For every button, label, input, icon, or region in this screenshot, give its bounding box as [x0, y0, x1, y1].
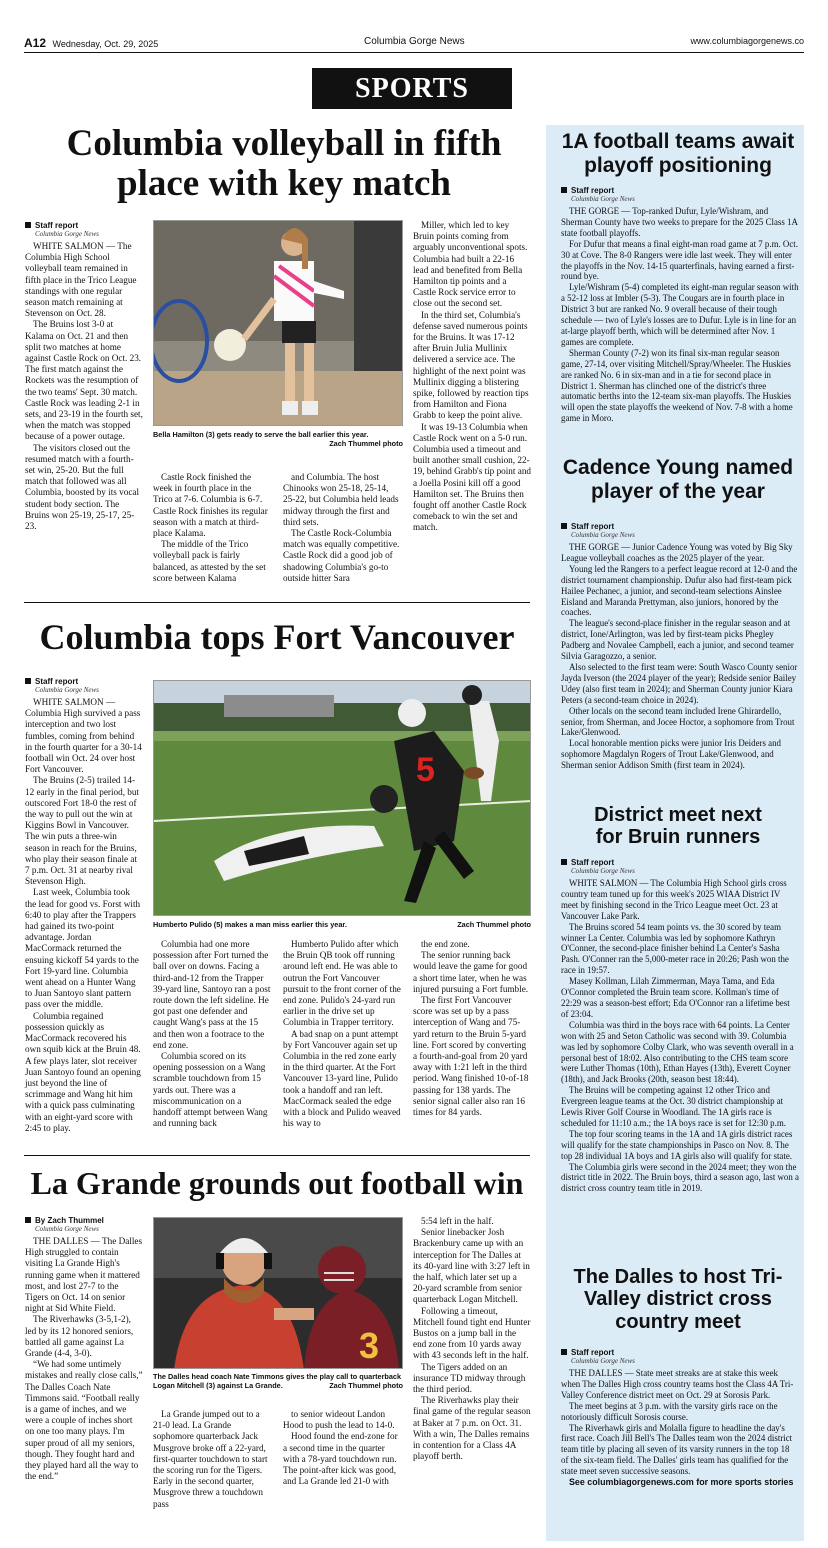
- story3-p10: The Tigers added on an insurance TD midway through the third period.: [413, 1361, 526, 1395]
- story3-col4: [413, 1216, 531, 1462]
- story1-p7: The Castle Rock-Columbia match was equally competitive. Castle Rock did a good job of shadowing Columbia's go-to outside hitter Sara: [283, 528, 400, 583]
- story2-col1: [25, 677, 143, 1134]
- brief1-org: Columbia Gorge News: [571, 195, 635, 203]
- story2-p2: The Bruins (2-5) trailed 14-12 early in the final period, but outscored Fort 18-0 the rest of the way to pull out the win at Kiggins Bowl in Vancouver. The win puts a three-win season in reach for the Bruins, who play their season finale at 7 p.m. Oct. 31 at nearby rival Stevenson High.: [25, 775, 140, 887]
- story1-p2: The Bruins lost 3-0 at Kalama on Oct. 21 and then split two matches at home against Castle Rock on Oct. 23. The first match against the Rockets was the resumption of the two teams' Sept. 30 match. Castle Rock was leading 2-1 in sets, and 23-19 in the fourth set, when the match was stopped because of a power outage.: [25, 319, 143, 442]
- story3-caption: The Dalles head coach Nate Timmons gives the play call to quarterback Logan Mitchell (3) against La Grande.: [153, 1372, 402, 1390]
- brief1-p4: Sherman County (7-2) won its final six-man regular season game, 27-14, over visiting Mitchell/Spray/Wheeler. The Huskies are ranked No. 6 in six-man and in a tie for second place in District 1. Sherman has clinched one of the district's three automatic berths into the 12-team six-man playoffs. The Huskies will open the state playoffs the weekend of Nov. 7-8 with a home game in Moro.: [561, 347, 793, 424]
- story2-p8: A bad snap on a punt attempt by Fort Vancouver again set up Columbia in the red zone early in the third quarter. At the Fort Vancouver 13-yard line, Pulido took a handoff and ran left. MacCormack sealed the edge with a block and Pulido weaved his way to: [283, 1028, 401, 1129]
- story2-photo: [153, 680, 531, 916]
- story1-col2: [153, 472, 271, 584]
- story1-org: Columbia Gorge News: [35, 230, 99, 238]
- folio-rule: [24, 52, 804, 53]
- story1-col1: [25, 221, 143, 532]
- story3-p8: Senior linebacker Josh Brackenbury came up with an interception for The Dalles at its 40-yard line with 3:27 left in the half, which later set up a 20-yard scramble from senior quarterback Logan Mitchell.: [413, 1227, 530, 1305]
- byline-marker: [25, 678, 31, 684]
- brief2-p4: Also selected to the first team were: South Wasco County senior Jayda Iverson (the 2024 player of the year); Redside senior Bailey Udey (also first team in 2024); and Sherman County junior Kiara Peters (a second-team choice in 2024).: [561, 661, 798, 705]
- story2-col2: [153, 939, 271, 1129]
- story1-p5: The middle of the Trico volleyball pack is fairly balanced, as attested by the set score between Kalama: [153, 539, 266, 583]
- story3-p1: THE DALLES — The Dalles High struggled to contain visiting La Grande High's running game when it mattered most, and lost 27-7 to the Tigers on Oct. 14 on senior night at Sid White Field.: [25, 1236, 143, 1314]
- story3-col3: [283, 1409, 401, 1487]
- story2-org: Columbia Gorge News: [35, 686, 99, 694]
- story3-p2: The Riverhawks (3-5,1-2), led by its 12 honored seniors, battled all game against La Grande (4-4, 3-0).: [25, 1314, 134, 1359]
- brief3-p2: The Bruins scored 54 team points vs. the 30 scored by team winner La Center. Columbia was led by sophomore Kathryn O'Conner, the second-place finisher behind La Center's Sasha Pash. O'Conner ran the 5,000-meter race in 20:26; Pash won the race in 19:57.: [561, 921, 789, 976]
- story1-p9: In the third set, Columbia's defense saved numerous points for the Bruins. It was 17-12 after Bruin Julia Mullinix delivered a service ace. The highlight of the next point was Mullinix digging a blistering spike, followed by reaction tips from Hamilton and Fiona Grabb to keep the point alive.: [413, 309, 529, 421]
- story3-byline: By Zach Thummel: [35, 1216, 104, 1225]
- brief4-org: Columbia Gorge News: [571, 1357, 635, 1365]
- story2-p6: Columbia scored on its opening possession on a Wang scramble touchdown from 15 yards out. There was a miscommunication on a handoff attempt between Wang and running back: [153, 1051, 268, 1129]
- brief3-p6: The top four scoring teams in the 1A and 1A girls district races will qualify for the state championships in Pasco on Nov. 8. The top 28 individual 1A boys and 1A girls also will qualify for state.: [561, 1128, 793, 1161]
- brief1-p3: Lyle/Wishram (5-4) completed its eight-man regular season with a 52-12 loss at Imbler (5-3). The Cougars are in fourth place in District 3 but are ranked No. 9 overall because of their tough schedule — two of Lyle's losses are to Dufur. Lyle is in line for an at-large playoff berth, which will be determined after Nov. 1 games are complete.: [561, 282, 799, 347]
- brief2-byline: Staff report: [571, 522, 615, 531]
- brief2-p3: The league's second-place finisher in the regular season and at district, Ione/Arlington, was led by first-team picks Phegley Padberg and Novalee Campbell, each a junior, and second teamer Silvia Garagozzo, a senior.: [561, 618, 794, 662]
- story3-credit: Zach Thummel photo: [329, 1381, 403, 1390]
- story2-p1: WHITE SALMON — Columbia High survived a pass interception and two lost fumbles, coming from behind in the fourth quarter for a 30-14 football win Oct. 24 over host Fort Vancouver.: [25, 697, 142, 775]
- brief3-p5: The Bruins will be competing against 12 other Trico and Evergreen league teams at the Oct. 30 district championship at Lewis River Golf Course in Woodland. The 1A girls race is scheduled for 11:10 a.m.; the 1A boys race is set for 12:30 p.m.: [561, 1085, 786, 1128]
- section-flag: SPORTS: [312, 68, 512, 109]
- story3-p6: Hood found the end-zone for a second time in the quarter with a 78-yard touchdown run. The point-after kick was good, and La Grande led 21-0 with: [283, 1431, 398, 1487]
- brief3-p4: Columbia was third in the boys race with 64 points. La Center won with 25 and Seton Catholic was second with 39. Columbia was led by sophomore Colby Clark, who was seventh overall in a personal best of 18:02. Also contributing to the CHS team score were Luther Thomas (10th), Ethan Hayes (13th), Everett Coyner (18th), and Jack Brooks (20th, season best 18:44).: [561, 1019, 794, 1085]
- story2-p11: The first Fort Vancouver score was set up by a pass interception of Wang and 75-yard return to the Bruin 5-yard line. Fort scored by converting a fourth-and-goal from 20 yard away with 1:21 left in the third period. Wang finished 10-of-18 passing for 138 yards. The senior signal caller also ran 16 times for 84 yards.: [413, 995, 529, 1118]
- story3-p11: The Riverhawks play their final game of the regular season at Baker at 7 p.m. on Oct. 31. With a win, The Dalles remains in contention for a Class 4A playoff berth.: [413, 1395, 531, 1462]
- story-divider-1: [24, 602, 530, 603]
- brief4-p1: THE DALLES — State meet streaks are at stake this week when The Dalles High cross country teams host the Class 4A Tri-Valley Conference district meet on Oct. 29 at Sorosis Park.: [561, 1368, 794, 1400]
- brief1-byline: Staff report: [571, 186, 615, 195]
- story3-col1: [25, 1216, 143, 1482]
- brief4-body: [561, 1348, 799, 1488]
- issue-date: Wednesday, Oct. 29, 2025: [52, 39, 159, 49]
- story2-caption-block: [153, 920, 531, 929]
- story3-headline: La Grande grounds out football win: [30, 1165, 524, 1201]
- brief3-p3: Masey Kollman, Lilah Zimmerman, Maya Tama, and Eda O'Connor completed the Bruin team score. Kollman's time of 22:29 was a season-best effort; Eda O'Connor ran a lifetime best of 23:04.: [561, 976, 790, 1019]
- byline-marker: [561, 1349, 567, 1355]
- svg-text:5: 5: [416, 751, 435, 789]
- story1-headline: Columbia volleyball in fifth place with key match: [66, 123, 502, 204]
- byline-marker: [561, 187, 567, 193]
- brief3-byline: Staff report: [571, 858, 615, 867]
- story2-p9: the end zone.: [421, 939, 470, 949]
- story1-p10: It was 19-13 Columbia when Castle Rock went on a 5-0 run. Columbia used a timeout and built another small cushion, 22-19, behind Grabb's tip point and a Joella Posini kill off a good Hamilton set. The Bruins then fought off another Castle Rock comeback to win the set and match.: [413, 421, 532, 533]
- brief2-p1: THE GORGE — Junior Cadence Young was voted by Big Sky League volleyball coaches as the 2025 player of the year.: [561, 542, 793, 563]
- story3-org: Columbia Gorge News: [35, 1225, 99, 1233]
- story2-caption: Humberto Pulido (5) makes a man miss earlier this year.: [153, 920, 347, 929]
- story2-headline: Columbia tops Fort Vancouver: [39, 617, 515, 657]
- brief4-byline: Staff report: [571, 1348, 615, 1357]
- brief2-p6: Local honorable mention picks were junior Iris Deiders and sophomore Magdalyn Rogers of Trout Lake/Glenwood, and Sherman senior Addison Smith (first team in 2024).: [561, 738, 781, 771]
- brief1-body: [561, 186, 799, 424]
- byline-marker: [561, 523, 567, 529]
- story1-p6: and Columbia. The host Chinooks won 25-18, 25-14, 25-22, but Columbia held leads midway through the first and third sets.: [283, 472, 399, 527]
- story2-p5: Columbia had one more possession after Fort turned the ball over on downs. Facing a third-and-12 from the Trapper 39-yard line, Santoyo ran a post route down the left sideline. He got past one defender and caught Wang's pass at the 15 and then won a footrace to the end zone.: [153, 939, 271, 1050]
- paper-name: Columbia Gorge News: [364, 36, 465, 47]
- story2-p4: Columbia regained possession quickly as MacCormack recovered his own squib kick at the Bruin 48. A few plays later, slot receiver Juan Santoyo found an opening just beyond the line of scrimmage and Wang hit him with a quick pass culminating with an eight-yard score with 2:45 to play.: [25, 1010, 141, 1133]
- brief1-headline: 1A football teams await playoff positioning: [561, 130, 795, 177]
- story3-col2: [153, 1409, 271, 1510]
- story1-p8: Miller, which led to key Bruin points coming from arguably unconventional spots. Columbia had built a 22-16 lead and benefited from Bella Hamilton tip points and a Castle Rock service error to close out the second set.: [413, 220, 528, 309]
- story3-p5: to senior wideout Landon Hood to push the lead to 14-0.: [283, 1409, 395, 1431]
- byline-marker: [561, 859, 567, 865]
- story2-col4: [413, 939, 531, 1118]
- brief4-headline: The Dalles to host Tri-Valley district cross country meet: [573, 1266, 783, 1333]
- story1-photo: [153, 220, 403, 426]
- brief1-p2: For Dufur that means a final eight-man road game at 7 p.m. Oct. 30 at Cove. The 8-0 Rangers were idle last week. They will enter the playoffs in the Nov. 14-15 quarterfinals, having earned a first-round bye.: [561, 238, 798, 282]
- svg-text:3: 3: [359, 1325, 380, 1366]
- story1-caption-block: [153, 430, 403, 448]
- story3-p3: “We had some untimely mistakes and really close calls,” The Dalles Coach Nate Timmons said. “Football really is a game of inches, and we were a couple of inches short on one too many plays. I'm super proud of all my seniors, though. They fought hard and they played hard all the way to the end.”: [25, 1359, 143, 1482]
- story2-p7: Humberto Pulido after which the Bruin QB took off running around left end. He was able to outrun the Fort Vancouver pursuit to the front corner of the end zone. Pulido's 24-yard run earlier in the drive set up Columbia in Trapper territory.: [283, 939, 401, 1028]
- story1-p1: WHITE SALMON — The Columbia High School volleyball team remained in fifth place in the Trico League standings with one regular season match remaining at Stevenson on Oct. 28.: [25, 241, 137, 319]
- story2-p3: Last week, Columbia took the lead for good vs. Forst with 6:40 to play after the Trappers had gained its two-point advantage. Jordan MacCormack returned the ensuing kickoff 54 yards to the Fort 19-yard line. Columbia went ahead on a Hunter Wang to Juan Santoyo slant pattern pass over the middle.: [25, 887, 141, 1010]
- story3-p9: Following a timeout, Mitchell found tight end Hunter Bustos on a jump ball in the end zone from 10 yards away with 43 seconds left in the half.: [413, 1305, 531, 1361]
- story2-col3: [283, 939, 401, 1129]
- football-play-photo: [154, 681, 531, 916]
- brief2-org: Columbia Gorge News: [571, 531, 635, 539]
- brief3-body: [561, 858, 799, 1194]
- story1-byline: Staff report: [35, 221, 79, 230]
- brief4-p3: The Riverhawk girls and Molalla figure to headline the day's first race. Coach Jill Bell's The Dalles team won the 2024 district team title by placing all seven of its varsity runners in the top 18 of the six-team field. The Dalles' girls team has qualified for the state meet seven successive seasons.: [561, 1422, 793, 1477]
- story1-p4: Castle Rock finished the week in fourth place in the Trico at 7-6. Columbia is 6-7. Castle Rock finishes its regular season with a match at third-place Kalama.: [153, 472, 268, 539]
- more-stories-link[interactable]: See columbiagorgenews.com for more sports stories: [569, 1477, 794, 1488]
- story3-caption-block: [153, 1372, 403, 1390]
- brief3-org: Columbia Gorge News: [571, 867, 635, 875]
- brief3-p7: The Columbia girls were second in the 2024 meet; they won the district title in 2022. The Bruin boys, third a season ago, last won a district cross country team title in 2019.: [561, 1161, 799, 1194]
- story3-photo: [153, 1217, 403, 1369]
- brief1-p1: THE GORGE — Top-ranked Dufur, Lyle/Wishram, and Sherman County have two weeks to prepare for the 2025 Class 1A state football playoffs.: [561, 206, 798, 238]
- byline-marker: [25, 1217, 31, 1223]
- brief3-headline: District meet next for Bruin runners: [594, 804, 762, 849]
- story-divider-2: [24, 1155, 530, 1156]
- volleyball-player-photo: [154, 221, 403, 426]
- story2-p10: The senior running back would leave the game for good a short time later, when he was injured pursuing a Fort fumble.: [413, 950, 529, 994]
- brief2-p2: Young led the Rangers to a perfect league record at 12-0 and the district tournament championship. Dufur also had first-team pick Hailee Pechanec, a junior, and second-team selections Ainslee Eisland and Maranda Prettyman, also juniors, honored by the coaches.: [561, 563, 798, 618]
- brief3-p1: WHITE SALMON — The Columbia High School girls cross country team tuned up for this week's 2025 WIAA District IV meet by finishing second in the Trico League meet Oct. 23 at Vancouver Lake Park.: [561, 878, 787, 921]
- story1-col3: [283, 472, 401, 584]
- byline-marker: [25, 222, 31, 228]
- paper-url[interactable]: www.columbiagorgenews.co: [690, 36, 804, 46]
- story3-p4: La Grande jumped out to a 21-0 lead. La Grande sophomore quarterback Jack Musgrove broke off a 22-yard, first-quarter touchdown to start the scoring run for the Tigers. Early in the second quarter, Musgrove threw a touchdown pass: [153, 1409, 268, 1509]
- story2-credit: Zach Thummel photo: [457, 920, 531, 929]
- story1-col4: [413, 220, 531, 534]
- brief4-p2: The meet begins at 3 p.m. with the varsity girls race on the notoriously difficult Sorosis course.: [561, 1400, 778, 1422]
- brief2-headline: Cadence Young named player of the year: [562, 456, 794, 503]
- page-number: A12: [24, 36, 47, 50]
- brief2-body: [561, 522, 799, 771]
- brief2-p5: Other locals on the second team included Irene Ghirardello, senior, from Sherman, and Jocee Hoctor, a sophomore from Trout Lake/Glenwood.: [561, 705, 795, 738]
- story1-credit: Zach Thummel photo: [329, 439, 403, 448]
- story1-caption: Bella Hamilton (3) gets ready to serve the ball earlier this year.: [153, 430, 369, 439]
- story2-byline: Staff report: [35, 677, 79, 686]
- coach-and-quarterback-photo: [154, 1218, 403, 1369]
- story3-p7: 5:54 left in the half.: [421, 1216, 494, 1226]
- story1-p3: The visitors closed out the resumed match with a fourth-set win, 25-20. But the full match that followed was all Columbia, boosted by its vocal student body section. The Bruins won 25-19, 25-17, 25-23.: [25, 442, 140, 532]
